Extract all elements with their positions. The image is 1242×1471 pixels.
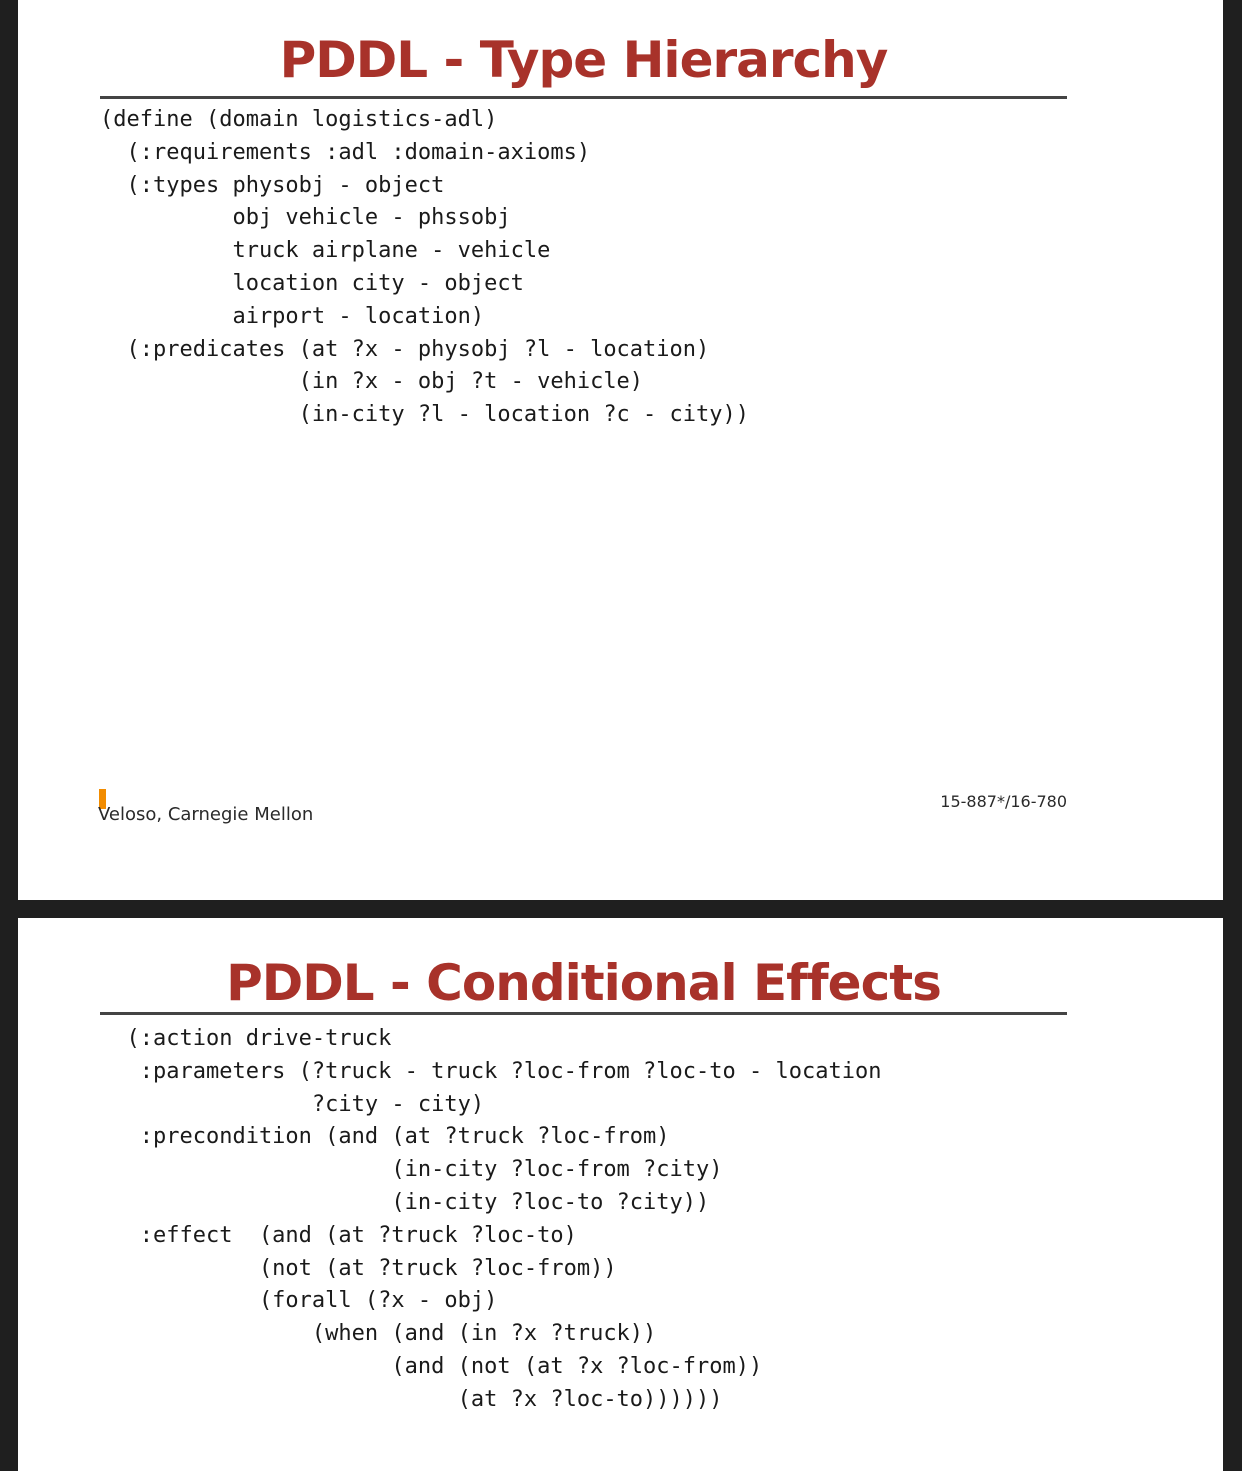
slide-title: PDDL - Conditional Effects bbox=[226, 954, 941, 1012]
slide-title: PDDL - Type Hierarchy bbox=[279, 31, 888, 89]
title-rule bbox=[100, 1012, 1067, 1015]
pddl-code-block: (define (domain logistics-adl) (:requirements :adl :domain-axioms) (:types physobj - object obj vehicle - phssobj truck airplane - vehicle location city - object airport - location) (:predicates (at ?x - physobj ?l - location) (in ?x - obj ?t - vehicle) (in-city ?l - location ?c - city)) bbox=[100, 107, 750, 428]
slide-conditional-effects bbox=[18, 918, 1223, 1471]
footer-author: Veloso, Carnegie Mellon bbox=[98, 804, 314, 825]
slide-type-hierarchy bbox=[18, 0, 1223, 900]
title-rule bbox=[100, 96, 1067, 99]
pddl-code-block: (:action drive-truck :parameters (?truck - truck ?loc-from ?loc-to - location ?city - city) :precondition (and (at ?truck ?loc-from) (in-city ?loc-from ?city) (in-city ?loc-to ?city)) :effect (and (at ?truck ?loc-to) (not (at ?truck ?loc-from)) (forall (?x - obj) (when (and (in ?x ?truck)) (and (not (at ?x ?loc-from)) (at ?x ?loc-to)))))) bbox=[126, 1026, 882, 1412]
footer-course-number: 15-887*/16-780 bbox=[940, 792, 1067, 811]
